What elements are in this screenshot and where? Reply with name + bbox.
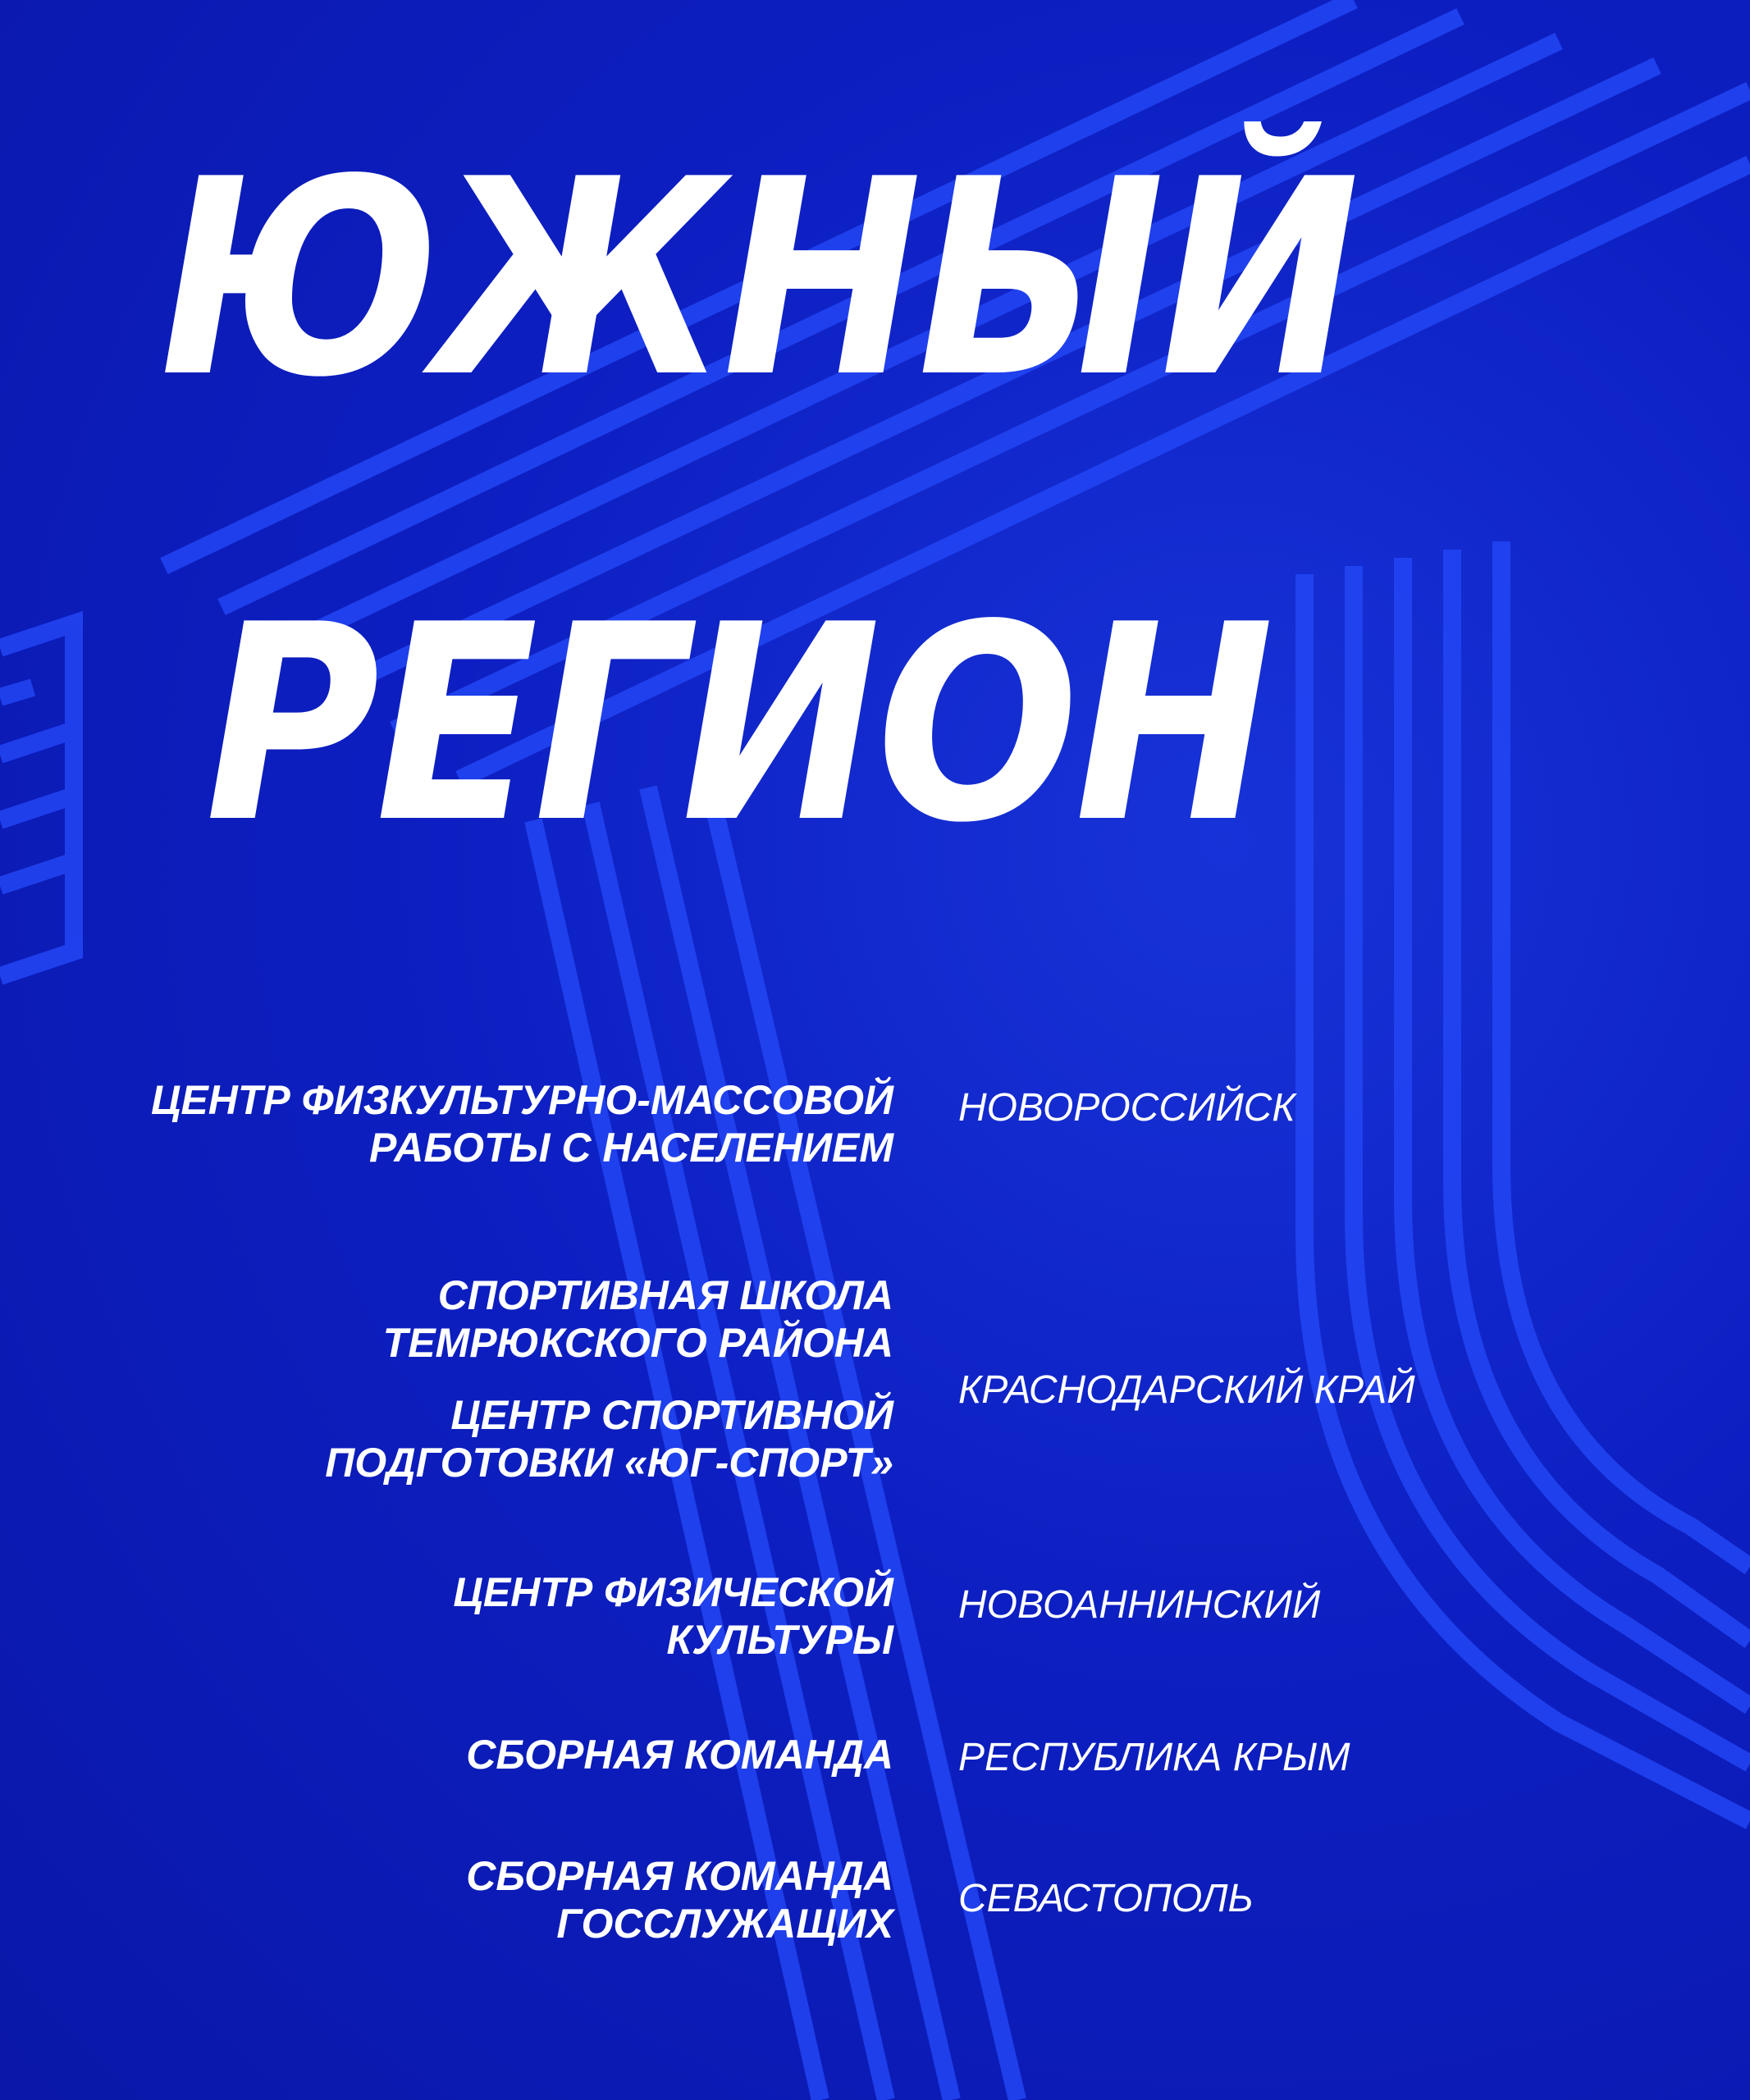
organization-name (466, 1852, 893, 1947)
page-title-line-2: РЕГИОН (205, 567, 1270, 882)
organization-name-line: ЦЕНТР СПОРТИВНОЙ (450, 1392, 893, 1438)
organization-name-line: ЦЕНТР ФИЗКУЛЬТУРНО-МАССОВОЙ (150, 1077, 893, 1123)
organization-name (325, 1391, 893, 1486)
organization-name (466, 1731, 893, 1778)
organization-name-line: СБОРНАЯ КОМАНДА (466, 1853, 893, 1899)
organization-name-line: СПОРТИВНАЯ ШКОЛА (437, 1272, 893, 1318)
organization-name (453, 1568, 893, 1664)
organization-name-line: ТЕМРЮКСКОГО РАЙОНА (382, 1320, 893, 1366)
location-name: РЕСПУБЛИКА КРЫМ (958, 1736, 1350, 1779)
page-title-line-1: ЮЖНЫЙ (160, 121, 1355, 436)
organization-name-line: ПОДГОТОВКИ «ЮГ-СПОРТ» (325, 1440, 893, 1486)
organization-name-line: РАБОТЫ С НАСЕЛЕНИЕМ (369, 1125, 893, 1171)
location-name: СЕВАСТОПОЛЬ (958, 1877, 1254, 1920)
location-name: КРАСНОДАРСКИЙ КРАЙ (958, 1368, 1415, 1412)
organization-name-line: ГОССЛУЖАЩИХ (556, 1901, 893, 1947)
organization-name-line: ЦЕНТР ФИЗИЧЕСКОЙ (453, 1569, 893, 1615)
organization-name (383, 1271, 893, 1367)
organization-name-line: СБОРНАЯ КОМАНДА (466, 1732, 893, 1778)
organization-name-line: КУЛЬТУРЫ (666, 1617, 893, 1663)
location-name: НОВОАННИНСКИЙ (958, 1583, 1321, 1627)
location-name: НОВОРОССИЙСК (958, 1086, 1295, 1130)
organization-name (151, 1076, 893, 1171)
